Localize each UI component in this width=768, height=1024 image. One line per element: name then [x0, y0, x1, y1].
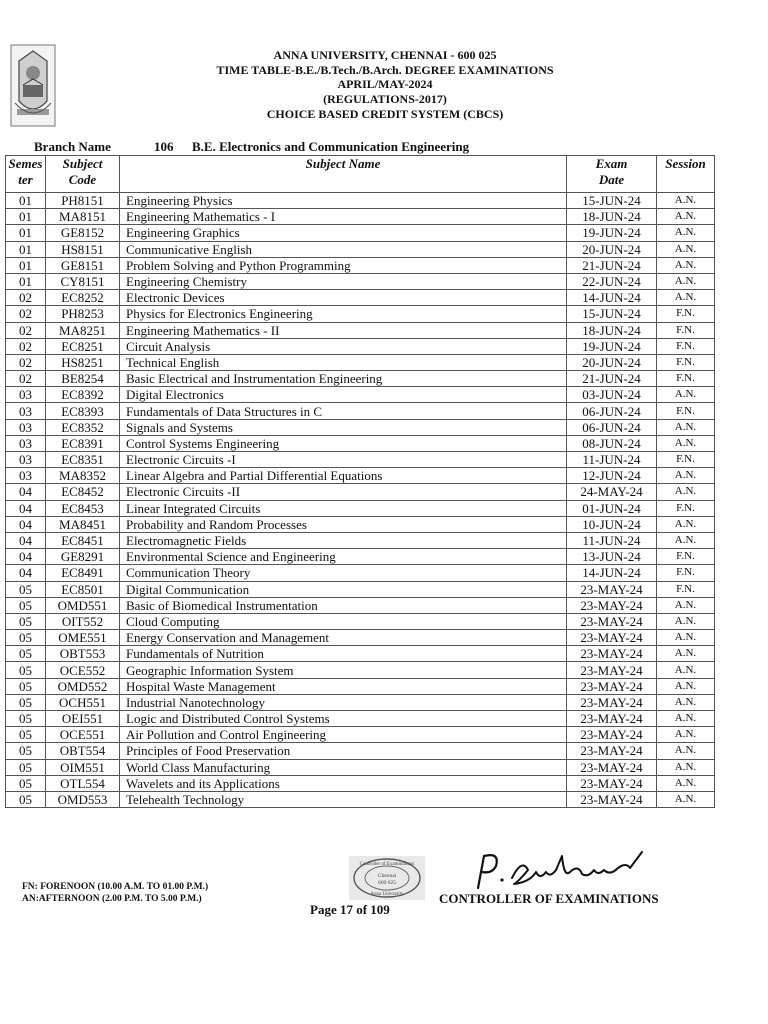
cell-subject-code: OIM551	[46, 759, 120, 775]
cell-subject-code: OIT552	[46, 613, 120, 629]
cell-subject-name: Linear Integrated Circuits	[120, 500, 567, 516]
cell-session: A.N.	[657, 225, 715, 241]
table-row	[6, 532, 715, 548]
cell-session: A.N.	[657, 484, 715, 500]
cell-subject-code: EC8252	[46, 290, 120, 306]
table-row	[6, 371, 715, 387]
credit-system: CHOICE BASED CREDIT SYSTEM (CBCS)	[266, 106, 504, 121]
cell-session: A.N.	[657, 694, 715, 710]
cell-exam-date: 12-JUN-24	[567, 468, 657, 484]
cell-exam-date: 06-JUN-24	[567, 403, 657, 419]
cell-subject-code: OCE552	[46, 662, 120, 678]
table-row	[6, 322, 715, 338]
cell-exam-date: 08-JUN-24	[567, 435, 657, 451]
cell-subject-name: Electronic Devices	[120, 290, 567, 306]
cell-subject-name: Probability and Random Processes	[120, 516, 567, 532]
table-row	[6, 759, 715, 775]
table-row	[6, 646, 715, 662]
cell-semester: 01	[6, 257, 46, 273]
cell-subject-code: EC8453	[46, 500, 120, 516]
cell-subject-name: Engineering Physics	[120, 193, 567, 209]
cell-subject-code: MA8451	[46, 516, 120, 532]
table-row	[6, 775, 715, 791]
cell-semester: 01	[6, 209, 46, 225]
cell-subject-name: Digital Electronics	[120, 387, 567, 403]
cell-session: A.N.	[657, 387, 715, 403]
cell-exam-date: 23-MAY-24	[567, 646, 657, 662]
cell-exam-date: 18-JUN-24	[567, 209, 657, 225]
cell-semester: 05	[6, 759, 46, 775]
cell-exam-date: 23-MAY-24	[567, 630, 657, 646]
cell-subject-name: Environmental Science and Engineering	[120, 549, 567, 565]
cell-session: F.N.	[657, 338, 715, 354]
cell-semester: 04	[6, 565, 46, 581]
table-header-row	[6, 156, 715, 193]
cell-exam-date: 23-MAY-24	[567, 581, 657, 597]
cell-semester: 03	[6, 435, 46, 451]
cell-session: F.N.	[657, 306, 715, 322]
table-row	[6, 403, 715, 419]
svg-text:600 025: 600 025	[378, 880, 396, 886]
cell-subject-name: Principles of Food Preservation	[120, 743, 567, 759]
svg-text:Controller of Examinations: Controller of Examinations	[359, 862, 415, 867]
cell-session: A.N.	[657, 273, 715, 289]
cell-semester: 05	[6, 775, 46, 791]
cell-subject-code: EC8251	[46, 338, 120, 354]
cell-subject-code: EC8352	[46, 419, 120, 435]
cell-exam-date: 15-JUN-24	[567, 193, 657, 209]
table-row	[6, 468, 715, 484]
cell-exam-date: 20-JUN-24	[567, 241, 657, 257]
cell-exam-date: 03-JUN-24	[567, 387, 657, 403]
table-row	[6, 257, 715, 273]
timetable-title: TIME TABLE-B.E./B.Tech./B.Arch. DEGREE EXAMINATIONS	[216, 62, 554, 77]
cell-subject-code: GE8291	[46, 549, 120, 565]
cell-subject-code: EC8451	[46, 532, 120, 548]
cell-session: A.N.	[657, 468, 715, 484]
cell-subject-name: Fundamentals of Nutrition	[120, 646, 567, 662]
cell-exam-date: 23-MAY-24	[567, 694, 657, 710]
cell-subject-code: MA8251	[46, 322, 120, 338]
cell-semester: 04	[6, 484, 46, 500]
cell-subject-code: EC8393	[46, 403, 120, 419]
cell-semester: 05	[6, 678, 46, 694]
cell-semester: 01	[6, 225, 46, 241]
cell-semester: 05	[6, 646, 46, 662]
afternoon-note: AN:AFTERNOON (2.00 P.M. TO 5.00 P.M.)	[22, 894, 202, 904]
cell-session: F.N.	[657, 581, 715, 597]
cell-semester: 05	[6, 711, 46, 727]
cell-subject-code: OCE551	[46, 727, 120, 743]
cell-session: F.N.	[657, 403, 715, 419]
office-seal-icon	[349, 856, 425, 900]
cell-subject-name: Signals and Systems	[120, 419, 567, 435]
cell-exam-date: 06-JUN-24	[567, 419, 657, 435]
cell-session: A.N.	[657, 743, 715, 759]
cell-subject-name: Engineering Chemistry	[120, 273, 567, 289]
cell-session: A.N.	[657, 516, 715, 532]
cell-subject-name: Telehealth Technology	[120, 791, 567, 807]
cell-session: A.N.	[657, 419, 715, 435]
cell-subject-code: OMD553	[46, 791, 120, 807]
cell-subject-code: EC8501	[46, 581, 120, 597]
table-row	[6, 435, 715, 451]
header-semester: Semes ter	[6, 156, 46, 193]
cell-subject-name: Electronic Circuits -I	[120, 452, 567, 468]
cell-subject-code: GE8151	[46, 257, 120, 273]
cell-semester: 05	[6, 791, 46, 807]
cell-subject-code: EC8391	[46, 435, 120, 451]
header-session: Session	[657, 156, 715, 193]
cell-exam-date: 18-JUN-24	[567, 322, 657, 338]
header-exam-date: Exam Date	[567, 156, 657, 193]
table-row	[6, 791, 715, 807]
cell-session: A.N.	[657, 775, 715, 791]
cell-exam-date: 23-MAY-24	[567, 791, 657, 807]
header-subject-code: Subject Code	[46, 156, 120, 193]
cell-session: A.N.	[657, 630, 715, 646]
cell-exam-date: 22-JUN-24	[567, 273, 657, 289]
cell-semester: 03	[6, 468, 46, 484]
cell-exam-date: 14-JUN-24	[567, 290, 657, 306]
cell-semester: 05	[6, 727, 46, 743]
regulations: (REGULATIONS-2017)	[323, 92, 447, 107]
cell-semester: 03	[6, 419, 46, 435]
university-logo-icon	[9, 43, 57, 128]
cell-subject-code: MA8352	[46, 468, 120, 484]
cell-exam-date: 23-MAY-24	[567, 759, 657, 775]
cell-session: A.N.	[657, 532, 715, 548]
table-row	[6, 387, 715, 403]
cell-exam-date: 14-JUN-24	[567, 565, 657, 581]
table-row	[6, 581, 715, 597]
table-row	[6, 500, 715, 516]
forenoon-note: FN: FORENOON (10.00 A.M. TO 01.00 P.M.)	[22, 882, 209, 892]
table-row	[6, 597, 715, 613]
cell-session: A.N.	[657, 613, 715, 629]
cell-exam-date: 23-MAY-24	[567, 775, 657, 791]
cell-subject-name: World Class Manufacturing	[120, 759, 567, 775]
cell-semester: 02	[6, 338, 46, 354]
cell-subject-code: HS8151	[46, 241, 120, 257]
table-row	[6, 273, 715, 289]
cell-session: A.N.	[657, 290, 715, 306]
cell-subject-name: Control Systems Engineering	[120, 435, 567, 451]
cell-semester: 02	[6, 354, 46, 370]
cell-semester: 05	[6, 581, 46, 597]
cell-exam-date: 13-JUN-24	[567, 549, 657, 565]
cell-semester: 05	[6, 597, 46, 613]
cell-exam-date: 11-JUN-24	[567, 452, 657, 468]
cell-exam-date: 23-MAY-24	[567, 727, 657, 743]
cell-subject-code: EC8491	[46, 565, 120, 581]
cell-subject-name: Logic and Distributed Control Systems	[120, 711, 567, 727]
cell-exam-date: 15-JUN-24	[567, 306, 657, 322]
cell-semester: 04	[6, 500, 46, 516]
cell-exam-date: 10-JUN-24	[567, 516, 657, 532]
cell-subject-name: Physics for Electronics Engineering	[120, 306, 567, 322]
cell-session: A.N.	[657, 727, 715, 743]
cell-subject-name: Basic Electrical and Instrumentation Engineering	[120, 371, 567, 387]
cell-session: F.N.	[657, 371, 715, 387]
cell-subject-code: GE8152	[46, 225, 120, 241]
cell-exam-date: 19-JUN-24	[567, 338, 657, 354]
cell-semester: 04	[6, 549, 46, 565]
table-row	[6, 678, 715, 694]
cell-subject-code: OME551	[46, 630, 120, 646]
header-subject-name: Subject Name	[120, 156, 567, 193]
cell-subject-name: Electromagnetic Fields	[120, 532, 567, 548]
table-row	[6, 484, 715, 500]
cell-subject-name: Fundamentals of Data Structures in C	[120, 403, 567, 419]
cell-exam-date: 21-JUN-24	[567, 371, 657, 387]
table-row	[6, 549, 715, 565]
cell-semester: 01	[6, 241, 46, 257]
cell-subject-code: OCH551	[46, 694, 120, 710]
cell-session: A.N.	[657, 646, 715, 662]
cell-semester: 04	[6, 516, 46, 532]
timetable-table	[5, 155, 715, 808]
svg-text:Anna University: Anna University	[370, 892, 404, 897]
cell-session: F.N.	[657, 322, 715, 338]
cell-exam-date: 23-MAY-24	[567, 597, 657, 613]
cell-session: A.N.	[657, 241, 715, 257]
cell-semester: 05	[6, 694, 46, 710]
cell-semester: 05	[6, 743, 46, 759]
cell-semester: 03	[6, 403, 46, 419]
cell-subject-name: Industrial Nanotechnology	[120, 694, 567, 710]
cell-subject-code: OTL554	[46, 775, 120, 791]
table-row	[6, 565, 715, 581]
cell-session: A.N.	[657, 759, 715, 775]
document-header	[150, 48, 620, 122]
cell-subject-name: Hospital Waste Management	[120, 678, 567, 694]
cell-session: A.N.	[657, 791, 715, 807]
cell-exam-date: 23-MAY-24	[567, 678, 657, 694]
cell-subject-name: Electronic Circuits -II	[120, 484, 567, 500]
cell-subject-name: Energy Conservation and Management	[120, 630, 567, 646]
table-row	[6, 241, 715, 257]
cell-session: A.N.	[657, 662, 715, 678]
cell-subject-name: Engineering Mathematics - I	[120, 209, 567, 225]
cell-subject-code: HS8251	[46, 354, 120, 370]
cell-semester: 05	[6, 613, 46, 629]
branch-label: Branch Name	[34, 139, 111, 154]
cell-subject-name: Cloud Computing	[120, 613, 567, 629]
table-row	[6, 338, 715, 354]
table-body	[6, 193, 715, 808]
cell-subject-name: Problem Solving and Python Programming	[120, 257, 567, 273]
table-row	[6, 516, 715, 532]
table-row	[6, 419, 715, 435]
cell-session: F.N.	[657, 500, 715, 516]
cell-exam-date: 11-JUN-24	[567, 532, 657, 548]
cell-subject-name: Communication Theory	[120, 565, 567, 581]
cell-subject-name: Digital Communication	[120, 581, 567, 597]
table-row	[6, 290, 715, 306]
cell-subject-name: Engineering Graphics	[120, 225, 567, 241]
branch-line	[34, 139, 469, 155]
cell-subject-code: OEI551	[46, 711, 120, 727]
cell-semester: 02	[6, 322, 46, 338]
cell-session: A.N.	[657, 209, 715, 225]
page-number: Page 17 of 109	[310, 902, 390, 917]
cell-session: F.N.	[657, 354, 715, 370]
cell-subject-name: Wavelets and its Applications	[120, 775, 567, 791]
cell-semester: 02	[6, 371, 46, 387]
cell-exam-date: 23-MAY-24	[567, 743, 657, 759]
session-legend	[22, 881, 208, 905]
cell-session: A.N.	[657, 257, 715, 273]
table-row	[6, 743, 715, 759]
cell-semester: 03	[6, 387, 46, 403]
university-name: ANNA UNIVERSITY, CHENNAI - 600 025	[273, 48, 497, 62]
cell-session: F.N.	[657, 565, 715, 581]
branch-code: 106	[154, 139, 174, 154]
cell-semester: 01	[6, 273, 46, 289]
cell-subject-code: MA8151	[46, 209, 120, 225]
cell-session: F.N.	[657, 549, 715, 565]
cell-semester: 02	[6, 306, 46, 322]
cell-exam-date: 23-MAY-24	[567, 711, 657, 727]
cell-subject-code: BE8254	[46, 371, 120, 387]
cell-session: A.N.	[657, 678, 715, 694]
cell-exam-date: 24-MAY-24	[567, 484, 657, 500]
cell-semester: 05	[6, 630, 46, 646]
cell-subject-code: OMD552	[46, 678, 120, 694]
table-row	[6, 452, 715, 468]
cell-semester: 02	[6, 290, 46, 306]
exam-session: APRIL/MAY-2024	[337, 77, 433, 92]
cell-exam-date: 19-JUN-24	[567, 225, 657, 241]
cell-session: A.N.	[657, 193, 715, 209]
cell-subject-code: CY8151	[46, 273, 120, 289]
table-row	[6, 727, 715, 743]
cell-exam-date: 21-JUN-24	[567, 257, 657, 273]
cell-session: A.N.	[657, 435, 715, 451]
table-row	[6, 662, 715, 678]
cell-exam-date: 01-JUN-24	[567, 500, 657, 516]
cell-subject-name: Air Pollution and Control Engineering	[120, 727, 567, 743]
table-row	[6, 354, 715, 370]
table-row	[6, 630, 715, 646]
cell-subject-name: Circuit Analysis	[120, 338, 567, 354]
cell-subject-code: OMD551	[46, 597, 120, 613]
cell-subject-name: Technical English	[120, 354, 567, 370]
cell-subject-code: PH8151	[46, 193, 120, 209]
table-row	[6, 193, 715, 209]
cell-subject-code: OBT553	[46, 646, 120, 662]
cell-subject-name: Basic of Biomedical Instrumentation	[120, 597, 567, 613]
table-row	[6, 306, 715, 322]
branch-name: B.E. Electronics and Communication Engineering	[192, 139, 470, 154]
table-row	[6, 225, 715, 241]
cell-semester: 03	[6, 452, 46, 468]
cell-session: A.N.	[657, 711, 715, 727]
signature-icon	[470, 848, 660, 892]
cell-session: F.N.	[657, 452, 715, 468]
controller-of-examinations: CONTROLLER OF EXAMINATIONS	[439, 891, 659, 906]
cell-subject-code: EC8351	[46, 452, 120, 468]
cell-session: A.N.	[657, 597, 715, 613]
cell-subject-code: EC8392	[46, 387, 120, 403]
svg-text:Chennai: Chennai	[377, 873, 397, 879]
cell-subject-name: Linear Algebra and Partial Differential Equations	[120, 468, 567, 484]
cell-subject-name: Communicative English	[120, 241, 567, 257]
cell-exam-date: 23-MAY-24	[567, 662, 657, 678]
table-row	[6, 209, 715, 225]
cell-subject-name: Engineering Mathematics - II	[120, 322, 567, 338]
cell-subject-code: PH8253	[46, 306, 120, 322]
cell-subject-code: OBT554	[46, 743, 120, 759]
cell-subject-code: EC8452	[46, 484, 120, 500]
cell-semester: 04	[6, 532, 46, 548]
cell-exam-date: 23-MAY-24	[567, 613, 657, 629]
cell-exam-date: 20-JUN-24	[567, 354, 657, 370]
table-row	[6, 613, 715, 629]
table-row	[6, 694, 715, 710]
cell-semester: 01	[6, 193, 46, 209]
cell-subject-name: Geographic Information System	[120, 662, 567, 678]
table-row	[6, 711, 715, 727]
cell-semester: 05	[6, 662, 46, 678]
